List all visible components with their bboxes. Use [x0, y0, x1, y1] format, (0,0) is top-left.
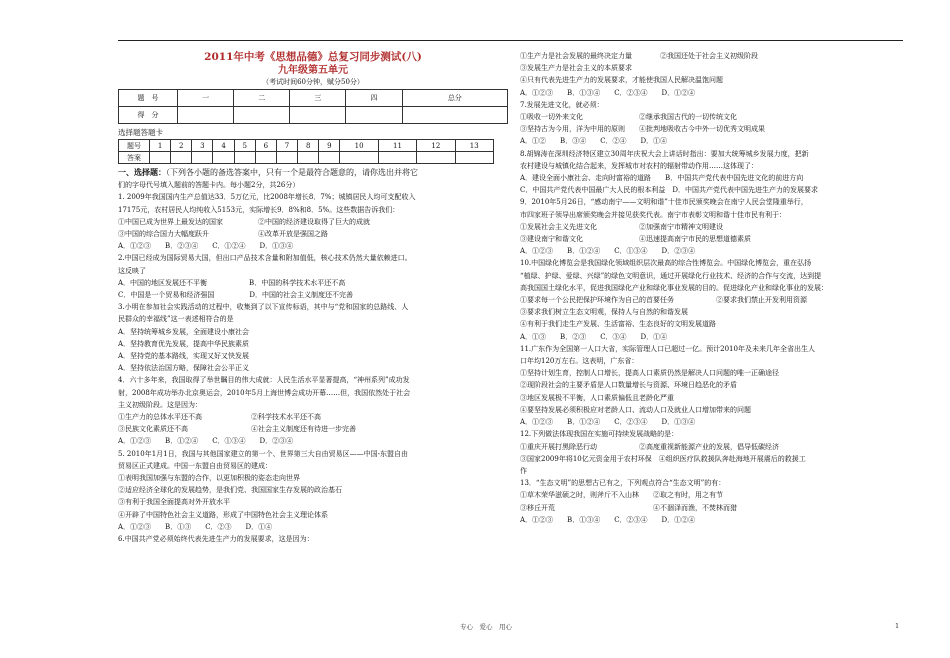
answer-card-number: 2 [171, 140, 192, 152]
answer-card-number: 7 [276, 140, 297, 152]
question-line: C．中国是一个贸易和经济强国 D．中国的社会主义制度还不完善 [118, 291, 353, 300]
page-subtitle: 九年级第五单元 [278, 65, 348, 76]
question-line: A．①② B．③④ C．②④ D．①④ [520, 137, 668, 146]
question-line: A．坚持统筹城乡发展，全面建设小康社会 [118, 327, 250, 336]
left-question-block [118, 191, 508, 545]
question-line: A．①②③ B．①③ C．②③ D．①④ [118, 522, 273, 531]
question-line: ①表明我国加强与东盟的合作，以更加积极的姿态走向世界 [118, 474, 300, 483]
section-title: 一、选择题： [118, 167, 166, 178]
question-line: A．①②③ B．①③④ C．②③④ D．①②④ [520, 515, 696, 524]
question-line: 4．六十多年来，我国取得了举世瞩目的伟大成就：人民生活水平显著提高，“神州系列”成功发 [118, 376, 410, 385]
answer-card-answer-cell[interactable] [150, 152, 171, 164]
section-intro: （下列各小题的备选答案中，只有一个是最符合题意的，请你选出并将它 [166, 168, 418, 178]
question-line: 2.中国已经成为国际贸易大国，但出口产品技术含量和附加值低，核心技术仍然大量依赖进口。 [118, 254, 412, 263]
answer-card-answer-cell[interactable] [298, 152, 319, 164]
question-line: 贸易区正式建成。中国一东盟自由贸易区的建成： [118, 461, 272, 470]
question-line: A．①②③ B．①③④ C．②③④ D．①②④ [520, 88, 696, 97]
question-line: ②现阶段社会的主要矛盾是人口数量增长与资源、环境日趋恶化的矛盾 [520, 381, 737, 390]
question-line: 6.中国共产党必须始终代表先进生产力的发展要求，这是因为： [118, 535, 314, 544]
question-line: 市四家班子领导出席颁奖晚会并接见获奖代表。南宁市表彰文明和谐十佳市民有利于： [520, 210, 786, 219]
question-line: 民群众的幸福线”这一表述相符合的是 [118, 315, 234, 324]
score-cell[interactable] [234, 107, 290, 124]
answer-card-caption: 选择题答题卡 [118, 128, 163, 137]
question-line: ③建设南宁和谐文化 ④迅速提高南宁市民的思想道德素质 [520, 235, 751, 244]
question-line: A．①②③ B．①②④ C．②③④ D．①③④ [520, 418, 696, 427]
answer-card-answer-cell[interactable] [378, 152, 416, 164]
answer-card-answer-cell[interactable] [255, 152, 276, 164]
answer-card-number: 13 [455, 140, 493, 152]
question-line: ①生产力的总体水平还不高 ②科学技术水平还不高 [118, 413, 321, 422]
answer-card-answer-cell[interactable] [319, 152, 340, 164]
question-line: A．①②③ B．①②④ C．①③④ D．②③④ [520, 247, 696, 256]
question-line: 主义初级阶段。这是因为： [118, 400, 202, 409]
score-row-label: 得 分 [119, 107, 178, 124]
answer-card-answer-cell[interactable] [213, 152, 234, 164]
question-line: ①吸收一切外来文化 ②继承我国古代的一切传统文化 [520, 113, 737, 122]
score-header-cell: 三 [290, 90, 346, 107]
question-line: ③有利于我国全面提高对外开放水平 [118, 498, 230, 507]
question-line: 10.中国绿化博览会是我国绿化领域组织层次最高的综合性博览会。中国绿化博览会，重在弘扬 [520, 259, 812, 268]
question-line: ①重庆开展打黑除恶行动 ②高度重视新能源产业的发展，倡导低碳经济 [520, 442, 779, 451]
question-line: 7.发展先进文化，就必须： [520, 100, 604, 109]
right-question-block [520, 50, 903, 526]
question-line: ③坚持古为今用，洋为中用的原则 ④批判地吸收古今中外一切优秀文明成果 [520, 125, 765, 134]
answer-card-number: 10 [340, 140, 378, 152]
answer-card-number: 6 [255, 140, 276, 152]
exam-info: （考试时间60分钟，赋分50分） [262, 78, 364, 86]
answer-card-label: 答案 [119, 152, 150, 164]
question-line: ③发展生产力是社会主义的本质要求 [520, 64, 632, 73]
question-line: ①中国已成为世界上最发达的国家 ②中国的经济建设取得了巨大的成就 [118, 217, 370, 226]
score-cell[interactable] [290, 107, 346, 124]
question-line: A．中国的地区发展还不平衡 B．中国的科学技术水平还不高 [118, 278, 346, 287]
answer-card-number: 1 [150, 140, 171, 152]
question-line: ③民族文化素质还不高 ④社会主义制度还有待进一步完善 [118, 425, 356, 434]
answer-card-number: 5 [234, 140, 255, 152]
question-line: 这反映了 [118, 266, 146, 275]
question-line: 13．“生态文明”的思想古已有之，下列观点符合“生态文明”的有： [520, 479, 726, 488]
question-line: ④要坚持发展必须积极应对老龄人口、流动人口及就业人口增加带来的问题 [520, 405, 751, 414]
question-line: 农村建设与城镇化结合起来，发挥城市对农村的辐射带动作用……这体现了： [520, 161, 758, 170]
question-line: ③中国的综合国力大幅度跃升 ④改革开放是强国之路 [118, 230, 328, 239]
question-line: A．坚持教育优先发展，提高中华民族素质 [118, 339, 250, 348]
score-header-cell: 题 号 [119, 90, 178, 107]
answer-card-answer-cell[interactable] [276, 152, 297, 164]
question-line: 12.下列做法体现我国在实施可持续发展战略的是： [520, 430, 679, 439]
question-line: ③移丘开荒 ④不涸泽而渔，不焚林而猎 [520, 503, 737, 512]
question-line: A．建设全面小康社会、走向时富裕的道路 B．中国共产党代表中国先进文化的前进方向 [520, 174, 804, 183]
right-column [520, 50, 903, 526]
answer-card-number: 8 [298, 140, 319, 152]
question-line: A．①②③ B．①②④ C．①③④ D．②③④ [118, 437, 294, 446]
score-table [118, 89, 508, 124]
question-line: ①坚持计划生育，控制人口增长，提高人口素质仍然是解决人口问题的唯一正确途径 [520, 369, 779, 378]
question-line: ④开辟了中国特色社会主义道路，形成了中国特色社会主义理论体系 [118, 510, 328, 519]
score-cell[interactable] [346, 107, 402, 124]
question-line: A．①③ B．②③ C．③④ D．①④ [520, 332, 668, 341]
footer-slogan: 专心 爱心 用心 [460, 623, 512, 631]
score-header-cell: 四 [346, 90, 402, 107]
score-header-cell: 一 [178, 90, 234, 107]
question-line: ③国家2009年将10亿元资金用于农村环保 ④组织医疗队救援队奔赴海地开展震后的救援工 [520, 454, 806, 463]
question-line: ①草木荣华滋硕之时，则斧斤不入山林 ②取之有时，用之有节 [520, 491, 723, 500]
answer-card-number: 12 [417, 140, 455, 152]
answer-card-number: 9 [319, 140, 340, 152]
score-header-cell: 二 [234, 90, 290, 107]
left-column [118, 50, 508, 545]
question-line: 9．2010年5月26日，“感动南宁——文明和谐”十佳市民颁奖晚会在南宁人民会堂隆重举行， [520, 198, 808, 207]
question-line: 作 [520, 466, 527, 475]
question-line: ①要求每一个公民把保护环境作为自己的首要任务 ②要求我们禁止开发利用资源 [520, 296, 807, 305]
page-number: 1 [895, 622, 900, 630]
question-line: ③地区发展极不平衡，人口素质偏低且老龄化严重 [520, 393, 674, 402]
answer-card-table [118, 139, 494, 164]
answer-card-number: 4 [213, 140, 234, 152]
question-line: 8.胡锦涛在深圳经济特区建立30周年庆祝大会上讲话时指出：要加大统筹城乡发展力度，把新 [520, 149, 809, 158]
answer-card-answer-cell[interactable] [417, 152, 455, 164]
question-line: ②适应经济全球化的发展趋势，是我们党、我国国家生存发展的政治基石 [118, 486, 342, 495]
answer-card-label: 题号 [119, 140, 150, 152]
question-line: 11.广东作为全国第一人口大省，实际管理人口已超过一亿。预计2010年及未来几年全省出生人 [520, 344, 815, 353]
answer-card-answer-cell[interactable] [234, 152, 255, 164]
question-line: 17175元，农村居民人均纯收入5153元，实际增长9．8%和8．5%。这些数据告诉我们： [118, 205, 400, 214]
section-intro-line: 们的字母代号填入题前的答题卡内。每小题2分，共26分） [118, 181, 300, 190]
question-line: 射，2008年成功举办北京奥运会，2010年5月上海世博会成功开幕……但，我国依然处于社会 [118, 388, 411, 397]
question-line: ④只有代表先进生产力的发展要求，才能使我国人民解决温饱问题 [520, 76, 723, 85]
question-line: “植绿、护绿、爱绿、兴绿”的绿色文明意识，通过开展绿化行业技术、经济的合作与交流，达到提 [520, 271, 822, 280]
answer-card-number: 3 [192, 140, 213, 152]
question-line: 口年均120万左右。这表明，广东省： [520, 357, 639, 366]
answer-card-answer-cell[interactable] [340, 152, 378, 164]
score-cell[interactable] [402, 107, 507, 124]
question-line: ①生产力是社会发展的最终决定力量 ②我国还处于社会主义初级阶段 [520, 52, 758, 60]
section-heading [118, 166, 508, 179]
question-line: A．坚持党的基本路线，实现又好又快发展 [118, 352, 250, 361]
answer-card-number: 11 [378, 140, 416, 152]
question-line: 1. 2009年我国国内生产总值达33．5万亿元，比2008年增长8．7%；城镇居民人均可支配收入 [118, 193, 416, 202]
question-line: ①发展社会主义先进文化 ②加强南宁市精神文明建设 [520, 222, 723, 231]
question-line: 5. 2010年1月1日，我国与其他国家建立的第一个、世界第三大自由贸易区——中国-东盟自由 [118, 449, 408, 458]
question-line: C．中国共产党代表中国最广大人民的根本利益 D．中国共产党代表中国先进生产力的发展要求 [520, 186, 818, 195]
score-header-cell: 总分 [402, 90, 507, 107]
answer-card-answer-cell[interactable] [192, 152, 213, 164]
header-rule [118, 40, 903, 41]
answer-card-answer-cell[interactable] [171, 152, 192, 164]
page-title: 2011年中考《思想品德》总复习同步测试(八) [204, 51, 422, 63]
question-line: 高我国国土绿化水平，促进我国绿化产业和绿化事业发展的目的。促进绿化产业和绿化事业的发展： [520, 283, 828, 292]
score-cell[interactable] [178, 107, 234, 124]
answer-card-answer-cell[interactable] [455, 152, 493, 164]
question-line: A．坚持依法治国方略，保障社会公平正义 [118, 364, 250, 373]
question-line: ③要求我们树立生态文明观，保持人与自然的和谐发展 [520, 308, 688, 317]
question-line: 3.小明在参加社会实践活动的过程中，收集到了以下宣传标语，其中与“党和国家的总路线、人 [118, 303, 409, 312]
question-line: A．①②③ B．②③④ C．①②④ D．①③④ [118, 242, 294, 251]
question-line: ④有利于我们走生产发展、生活富裕、生态良好的文明发展道路 [520, 320, 716, 329]
